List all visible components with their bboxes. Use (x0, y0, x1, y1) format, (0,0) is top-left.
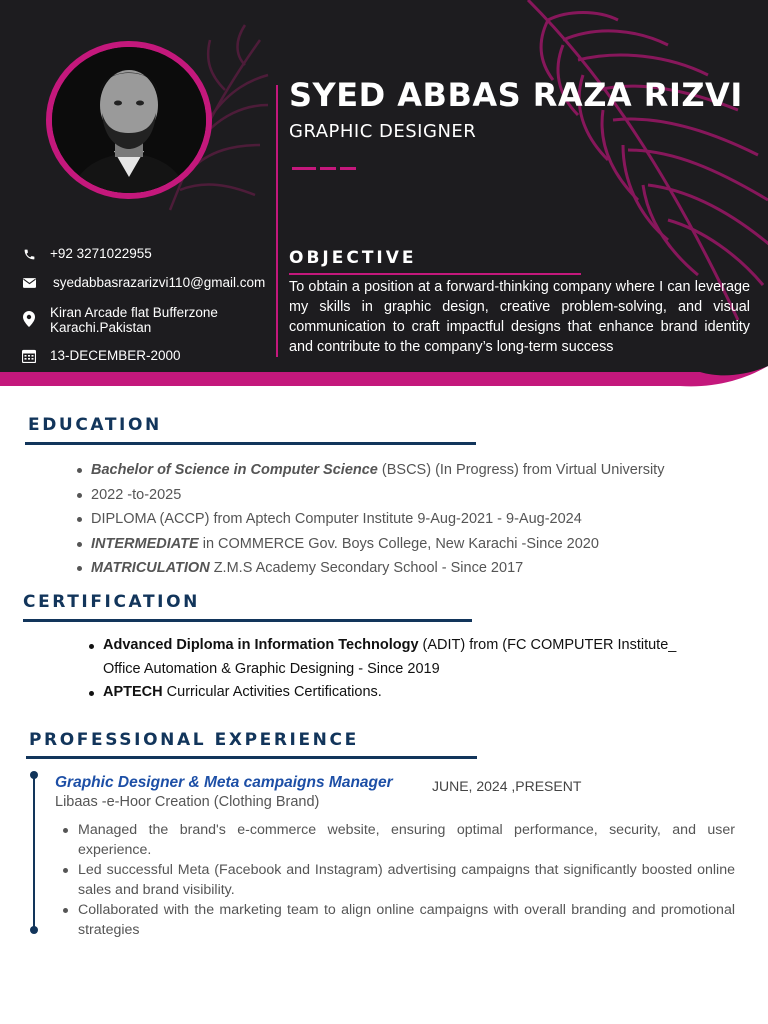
cert-detail-cont: Office Automation & Graphic Designing - Since 2019 (103, 660, 440, 677)
list-item (75, 556, 664, 581)
experience-heading: PROFESSIONAL EXPERIENCE (29, 730, 359, 750)
timeline-dot-top (30, 771, 38, 779)
job-date: JUNE, 2024 ,PRESENT (432, 778, 582, 794)
address-line1: Kiran Arcade flat Bufferzone (50, 305, 218, 320)
email-text: syedabbasrazarizvi110@gmail.com (53, 275, 266, 290)
objective-underline (289, 273, 581, 275)
experience-underline (26, 756, 477, 759)
job-duties (62, 820, 735, 940)
education-detail: in COMMERCE Gov. Boys College, New Karachi -Since 2020 (198, 535, 599, 552)
contact-email[interactable] (20, 275, 265, 291)
contact-address (20, 305, 218, 335)
envelope-icon (20, 275, 38, 291)
list-item: Led successful Meta (Facebook and Instagram) advertising campaigns that significantly boosted online sales and brand visibility. (62, 860, 735, 900)
job-company: Libaas -e-Hoor Creation (Clothing Brand) (55, 794, 320, 810)
education-detail: Z.M.S Academy Secondary School - Since 2017 (209, 560, 524, 577)
job-role: GRAPHIC DESIGNER (289, 121, 477, 142)
timeline-line (33, 775, 35, 931)
education-detail: (BSCS) (In Progress) from Virtual University (377, 462, 665, 478)
phone-text: +92 3271022955 (50, 246, 152, 261)
list-item (75, 507, 664, 532)
full-name: SYED ABBAS RAZA RIZVI (289, 76, 743, 114)
dob-text: 13-DECEMBER-2000 (50, 348, 181, 363)
timeline-dot-bottom (30, 926, 38, 934)
education-detail: 2022 -to-2025 (91, 486, 182, 503)
list-item (88, 681, 676, 705)
profile-photo (46, 41, 212, 199)
list-item (75, 483, 664, 508)
address-line2: Karachi.Pakistan (50, 320, 152, 335)
cert-name: APTECH (103, 684, 163, 701)
job-title: Graphic Designer & Meta campaigns Manager (55, 774, 393, 791)
list-item: Collaborated with the marketing team to align online campaigns with overall branding and promotional strategies (62, 900, 735, 940)
address-text (50, 305, 218, 335)
education-heading: EDUCATION (28, 415, 162, 435)
education-degree: Bachelor of Science in Computer Science (91, 462, 378, 478)
cert-name: Advanced Diploma in Information Technology (103, 637, 419, 653)
education-degree: MATRICULATION (91, 560, 210, 577)
phone-icon (20, 246, 38, 262)
certification-underline (23, 619, 472, 622)
education-list (75, 458, 664, 581)
certification-list (88, 634, 676, 705)
map-pin-icon (20, 311, 38, 327)
list-item (75, 532, 664, 557)
list-item: Managed the brand's e-commerce website, ensuring optimal performance, security, and user experience. (62, 820, 735, 860)
list-item (75, 458, 664, 483)
certification-heading: CERTIFICATION (23, 592, 200, 612)
objective-heading: OBJECTIVE (289, 248, 417, 268)
list-item (88, 634, 676, 681)
contact-phone[interactable] (20, 246, 152, 262)
education-detail: DIPLOMA (ACCP) from Aptech Computer Institute 9-Aug-2021 - 9-Aug-2024 (91, 511, 582, 528)
calendar-icon (20, 348, 38, 364)
resume-header (0, 0, 768, 400)
education-underline (25, 442, 476, 445)
header-divider (276, 85, 278, 357)
person-avatar-icon (52, 47, 206, 193)
cert-detail: Curricular Activities Certifications. (162, 684, 382, 701)
objective-text: To obtain a position at a forward-thinking company where I can leverage my skills in graphic design, creative problem-solving, and visual communication to craft impactful designs that enhance brand identity and contribute to the company’s long-term success (289, 279, 750, 355)
cert-detail: (ADIT) from (FC COMPUTER Institute_ (418, 637, 677, 653)
contact-dob (20, 348, 181, 364)
education-degree: INTERMEDIATE (91, 535, 199, 552)
